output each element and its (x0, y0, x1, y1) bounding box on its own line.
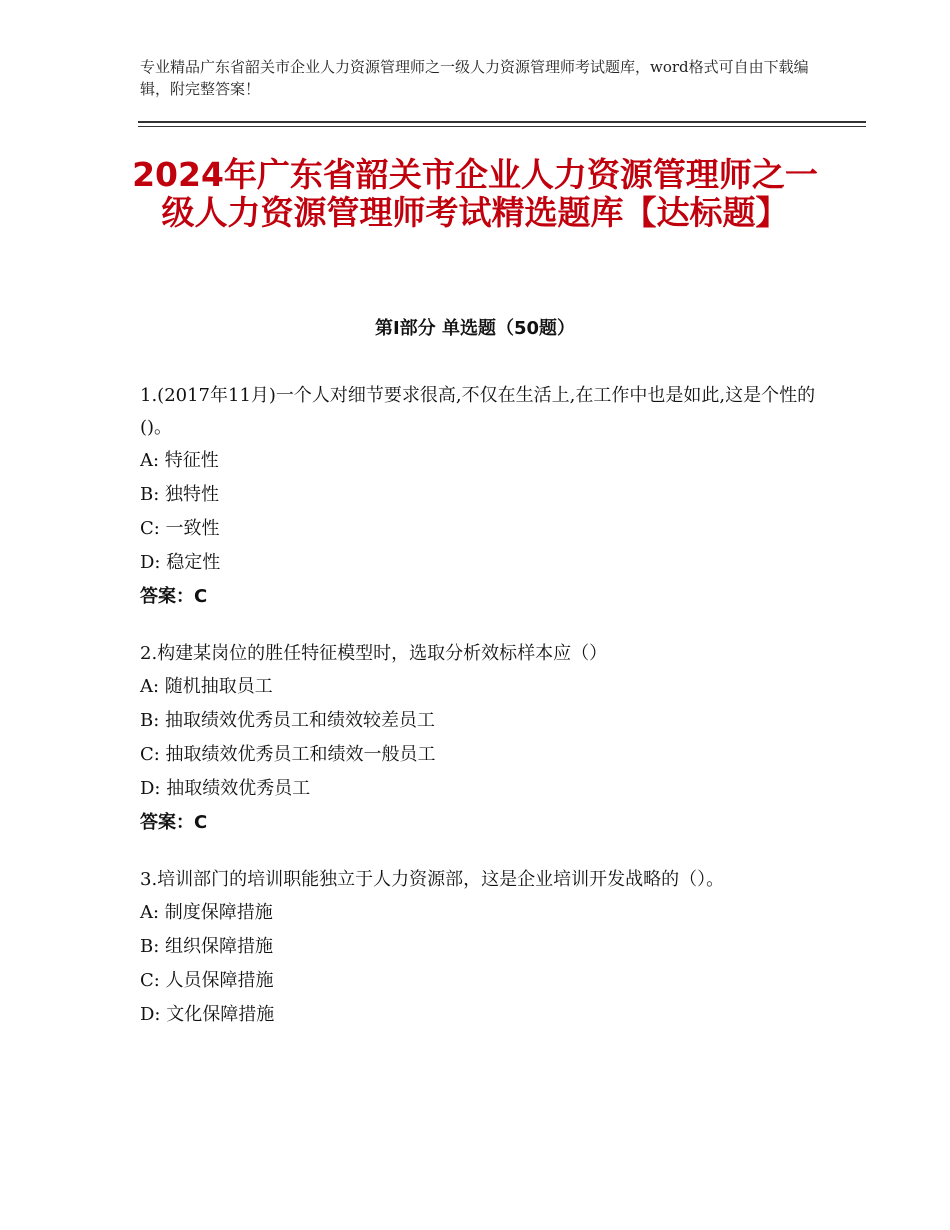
question-3 (140, 864, 820, 1032)
header-note: 专业精品广东省韶关市企业人力资源管理师之一级人力资源管理师考试题库，word格式可自由下载编辑，附完整答案！ (140, 58, 809, 98)
answer: 答案：C (140, 586, 208, 607)
question-2 (140, 638, 820, 840)
option-a: A: 随机抽取员工 (140, 676, 273, 697)
option-c: C: 人员保障措施 (140, 970, 274, 991)
document-title: 2024年广东省韶关市企业人力资源管理师之一级人力资源管理师考试精选题库【达标题】 (132, 155, 818, 232)
answer: 答案：C (140, 812, 208, 833)
question-1 (140, 380, 820, 614)
option-b: B: 组织保障措施 (140, 936, 274, 957)
option-d: D: 文化保障措施 (140, 1004, 275, 1025)
question-stem: 3.培训部门的培训职能独立于人力资源部，这是企业培训开发战略的（）。 (140, 869, 725, 890)
option-c: C: 抽取绩效优秀员工和绩效一般员工 (140, 744, 436, 765)
option-d: D: 抽取绩效优秀员工 (140, 778, 311, 799)
header-rule-thick (138, 121, 866, 123)
option-b: B: 独特性 (140, 484, 220, 505)
question-list (140, 380, 820, 1056)
question-stem: 2.构建某岗位的胜任特征模型时，选取分析效标样本应（） (140, 643, 608, 664)
option-a: A: 制度保障措施 (140, 902, 273, 923)
header-rule-thin (138, 126, 866, 127)
option-c: C: 一致性 (140, 518, 220, 539)
option-a: A: 特征性 (140, 450, 219, 471)
option-d: D: 稳定性 (140, 552, 221, 573)
option-b: B: 抽取绩效优秀员工和绩效较差员工 (140, 710, 436, 731)
question-stem: 1.(2017年11月)一个人对细节要求很高,不仅在生活上,在工作中也是如此,这是个性的()。 (140, 385, 816, 438)
section-title: 第Ⅰ部分 单选题（50题） (374, 318, 575, 339)
